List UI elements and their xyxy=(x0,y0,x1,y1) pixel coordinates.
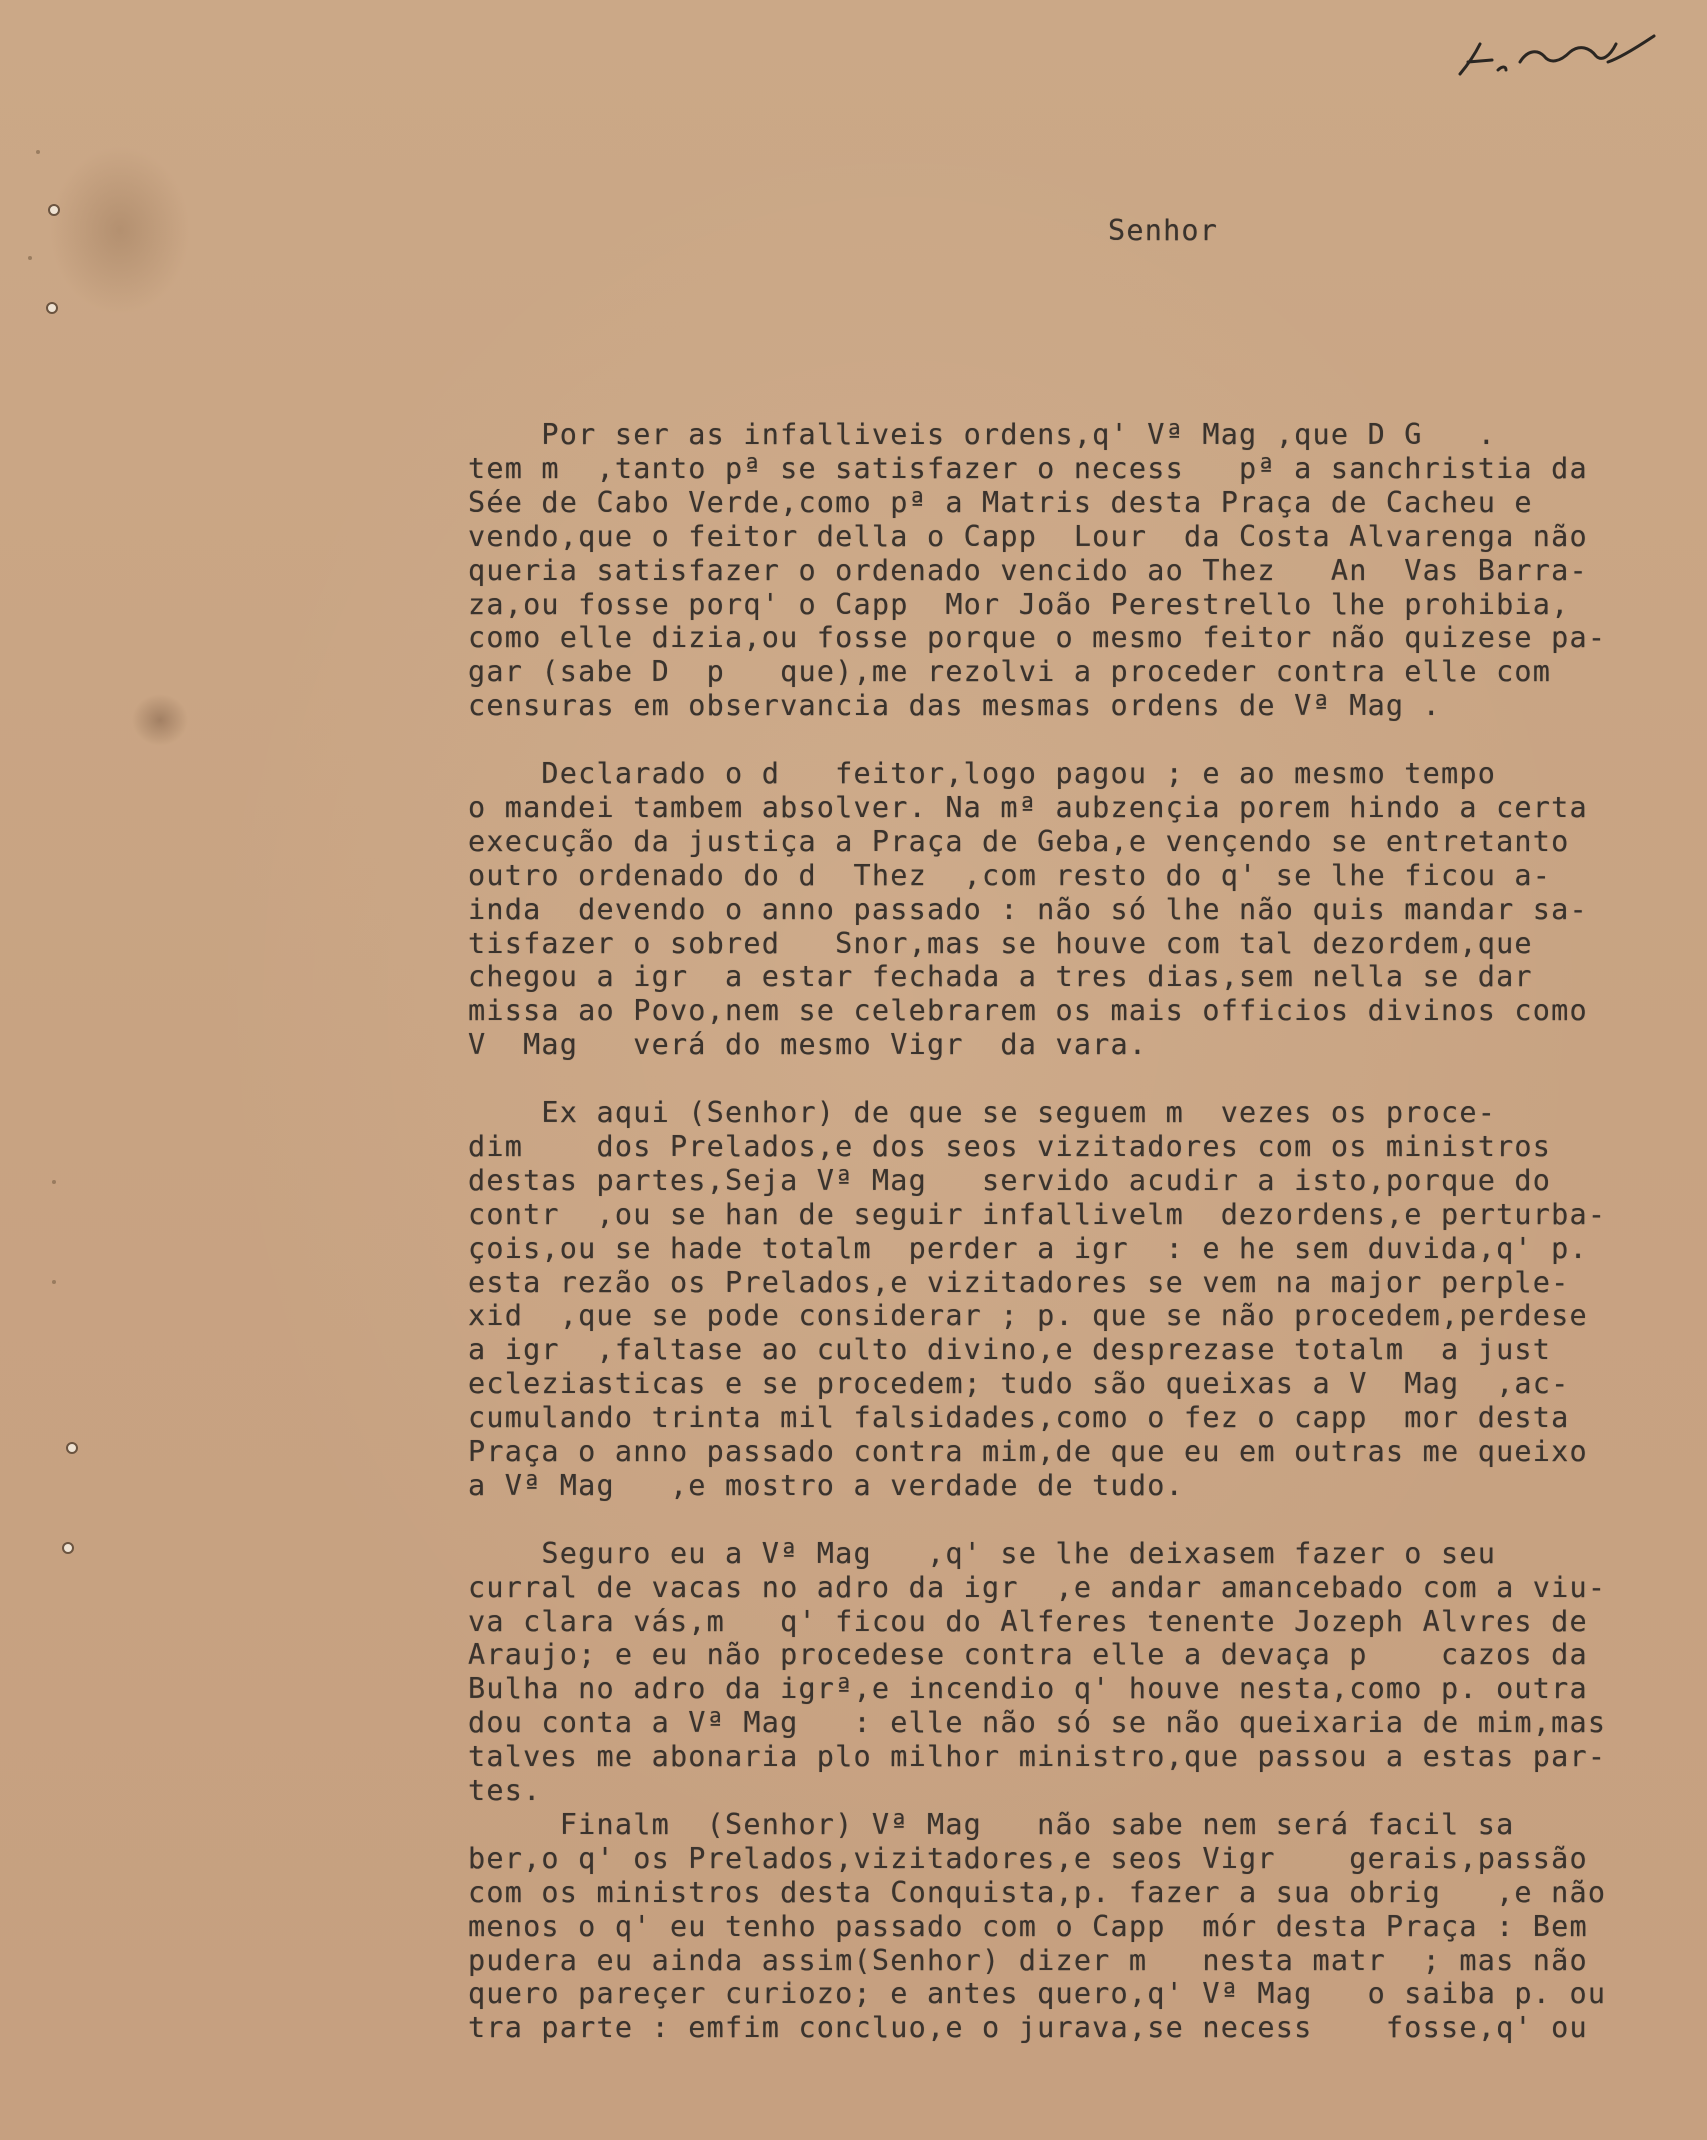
paper-speck xyxy=(52,1180,56,1184)
letter-line: Por ser as infalliveis ordens,q' Vª Mag ,que D G . xyxy=(468,418,1497,451)
letter-line: censuras em observancia das mesmas ordens de Vª Mag . xyxy=(468,689,1441,723)
letter-line: chegou a igr a estar fechada a tres dias,sem nella se dar xyxy=(468,960,1533,994)
letter-line: tra parte : emfim concluo,e o jurava,se necess fosse,q' ou xyxy=(468,2011,1588,2045)
letter-line: execução da justiça a Praça de Geba,e vençendo se entretanto xyxy=(468,824,1570,858)
letter-line: tisfazer o sobred Snor,mas se houve com tal dezordem,que xyxy=(468,926,1533,960)
letter-line: menos o q' eu tenho passado com o Capp mór desta Praça : Bem xyxy=(468,1909,1588,1943)
paper-speck xyxy=(28,256,32,260)
letter-line: talves me abonaria plo milhor ministro,que passou a estas par- xyxy=(468,1740,1607,1774)
letter-line: dou conta a Vª Mag : elle não só se não queixaria de mim,mas xyxy=(468,1706,1607,1740)
letter-line: Finalm (Senhor) Vª Mag não sabe nem será facil sa xyxy=(468,1807,1515,1841)
paper-speck xyxy=(52,1280,56,1284)
letter-line: Sée de Cabo Verde,como pª a Matris desta Praça de Cacheu e xyxy=(468,485,1533,519)
letter-line: a igr ,faltase ao culto divino,e desprezase totalm a just xyxy=(468,1333,1570,1367)
punch-hole xyxy=(62,1542,74,1554)
punch-hole xyxy=(66,1442,78,1454)
punch-hole xyxy=(46,302,58,314)
paper-speck xyxy=(36,150,40,154)
letter-line: curral de vacas no adro da igr ,e andar amancebado com a viu- xyxy=(468,1570,1607,1604)
letter-line: inda devendo o anno passado : não só lhe não quis mandar sa- xyxy=(468,892,1588,926)
letter-line: xid ,que se pode considerar ; p. que se não procedem,perdese xyxy=(468,1299,1588,1333)
letter-line: ber,o q' os Prelados,vizitadores,e seos Vigr gerais,passão xyxy=(468,1841,1588,1875)
letter-line: Ex aqui (Senhor) de que se seguem m vezes os proce- xyxy=(468,1096,1497,1129)
letter-line: pudera eu ainda assim(Senhor) dizer m nesta matr ; mas não xyxy=(468,1943,1588,1977)
letter-line: vendo,que o feitor della o Capp Lour da Costa Alvarenga não xyxy=(468,519,1588,553)
letter-line: a Vª Mag ,e mostro a verdade de tudo. xyxy=(468,1468,1184,1502)
letter-line: çois,ou se hade totalm perder a igr : e he sem duvida,q' p. xyxy=(468,1231,1588,1265)
letter-line: contr ,ou se han de seguir infallivelm dezordens,e perturba- xyxy=(468,1197,1607,1231)
letter-line: Bulha no adro da igrª,e incendio q' houve nesta,como p. outra xyxy=(468,1672,1588,1706)
letter-line: destas partes,Seja Vª Mag servido acudir a isto,porque do xyxy=(468,1163,1552,1197)
letter-line: Praça o anno passado contra mim,de que eu em outras me queixo xyxy=(468,1435,1588,1468)
letter-line: Declarado o d feitor,logo pagou ; e ao mesmo tempo xyxy=(468,757,1497,790)
letter-line: com os ministros desta Conquista,p. fazer a sua obrig ,e não xyxy=(468,1875,1607,1909)
letter-line: va clara vás,m q' ficou do Alferes tenente Jozeph Alvres de xyxy=(468,1604,1588,1638)
letter-line: tes. xyxy=(468,1774,542,1807)
letter-line: outro ordenado do d Thez ,com resto do q' se lhe ficou a- xyxy=(468,858,1552,892)
letter-line: ecleziasticas e se procedem; tudo são queixas a V Mag ,ac- xyxy=(468,1367,1570,1401)
letter-line: cumulando trinta mil falsidades,como o fez o capp mor desta xyxy=(468,1401,1570,1435)
letter-line: esta rezão os Prelados,e vizitadores se vem na major perple- xyxy=(468,1265,1570,1299)
handwritten-signature xyxy=(1440,22,1670,92)
letter-line: gar (sabe D p que),me rezolvi a proceder contra elle com xyxy=(468,655,1552,689)
salutation-heading: Senhor xyxy=(1108,214,1219,247)
letter-line: dim dos Prelados,e dos seos vizitadores com os ministros xyxy=(468,1129,1552,1163)
letter-line: queria satisfazer o ordenado vencido ao Thez An Vas Barra- xyxy=(468,553,1588,587)
letter-line: tem m ,tanto pª se satisfazer o necess pª a sanchristia da xyxy=(468,451,1588,485)
letter-line: Araujo; e eu não procedese contra elle a devaça p cazos da xyxy=(468,1638,1588,1672)
letter-line: V Mag verá do mesmo Vigr da vara. xyxy=(468,1028,1148,1062)
letter-line: o mandei tambem absolver. Na mª aubzençia porem hindo a certa xyxy=(468,790,1588,824)
punch-hole xyxy=(48,204,60,216)
letter-line: Seguro eu a Vª Mag ,q' se lhe deixasem fazer o seu xyxy=(468,1536,1497,1570)
letter-line: quero pareçer curiozo; e antes quero,q' Vª Mag o saiba p. ou xyxy=(468,1977,1607,2011)
letter-line: como elle dizia,ou fosse porque o mesmo feitor não quizese pa- xyxy=(468,621,1607,655)
letter-line: missa ao Povo,nem se celebrarem os mais officios divinos como xyxy=(468,994,1588,1028)
letter-line: za,ou fosse porq' o Capp Mor João Perestrello lhe prohibia, xyxy=(468,587,1570,621)
